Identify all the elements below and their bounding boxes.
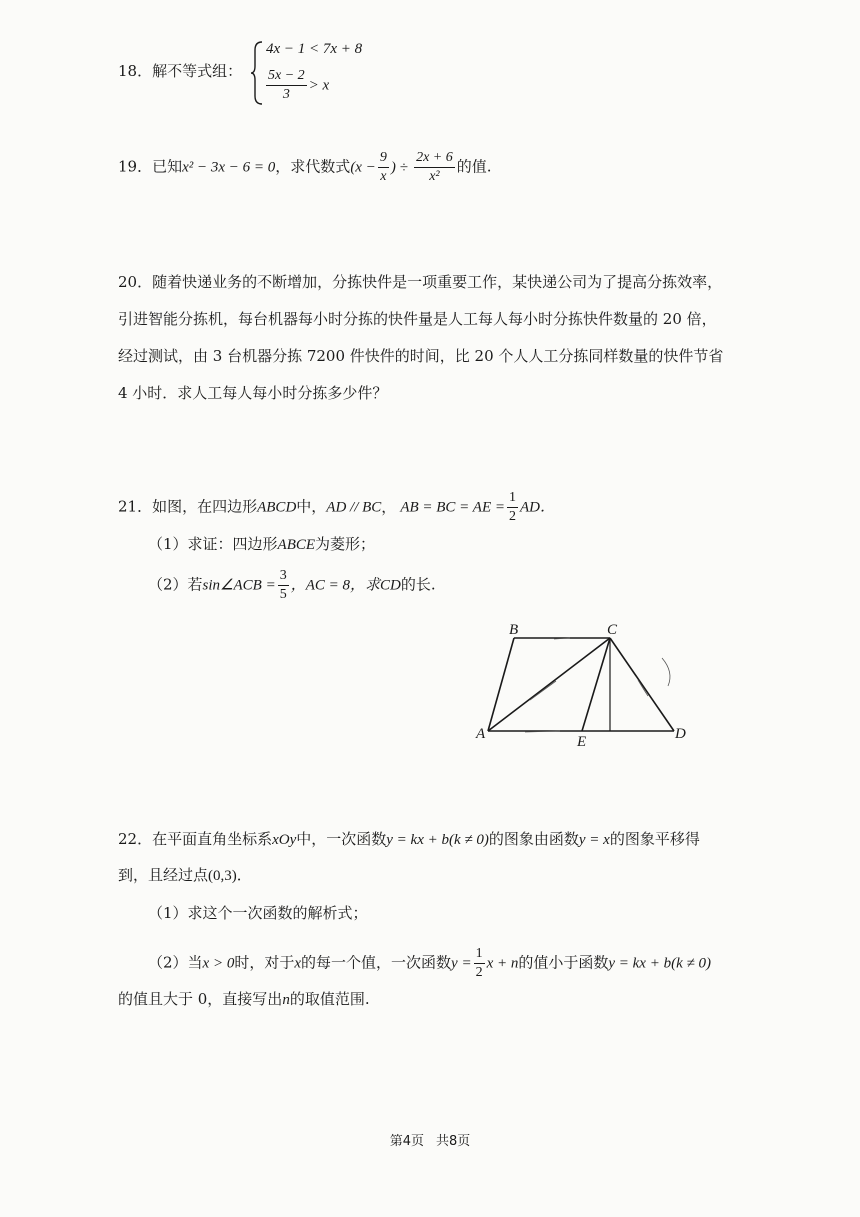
q19-text-2: ，求代数式 (275, 157, 351, 176)
q22-cond: x > 0 (202, 955, 235, 972)
q22-line2-end: ． (236, 866, 252, 884)
q18-tail: > x (308, 77, 330, 94)
q22-line4-b: 的取值范围. (289, 990, 370, 1008)
q20-line: 经过测试，由 3 台机器分拣 7200 件快件的时间，比 20 个人人工分拣同样数量的快件节省 (118, 347, 724, 365)
q22-f2: y = x (578, 832, 610, 848)
q18-text: 解不等式组： (152, 62, 243, 80)
q18-frac-num: 5x − 2 (266, 68, 307, 86)
q19-f2-num: 2x + 6 (414, 150, 455, 168)
q18-fraction (266, 68, 307, 103)
q19-divide-sign: ÷ (399, 159, 409, 176)
question-22-line-1 (118, 832, 700, 848)
q20-line: 引进智能分拣机，每台机器每小时分拣的快件量是人工每人每小时分拣快件数量的 20 倍， (118, 310, 717, 328)
q22-point: (0,3) (208, 868, 237, 884)
q22-part-2 (148, 946, 711, 981)
q22-part2-b: 时，对于 (234, 953, 295, 972)
vertex-label-b: B (509, 622, 519, 638)
question-18 (118, 64, 242, 79)
vertex-label-a: A (476, 726, 486, 742)
q22-line1-a: 22．在平面直角坐标系 (118, 830, 273, 848)
q22-y-eq: y = (451, 955, 472, 972)
segment-ce (582, 638, 610, 731)
question-19 (118, 150, 492, 185)
q21-abcd: ABCD (257, 499, 297, 516)
q21-equal: AB = BC = AE = (400, 499, 505, 516)
page-footer (0, 1130, 860, 1149)
q22-f4: y = kx + b(k ≠ 0) (608, 955, 711, 972)
q18-number: 18． (118, 62, 153, 80)
pencil-mark (638, 680, 648, 696)
q21-comma: ， (381, 497, 397, 516)
vertex-label-d: D (675, 726, 686, 742)
q21-half (507, 490, 518, 525)
q21-figure (470, 618, 710, 753)
q22-xvar: x (294, 955, 302, 972)
q22-part2-d: 的值小于函数 (518, 953, 609, 972)
vertex-label-c: C (607, 622, 618, 638)
q19-number: 19． (118, 157, 153, 176)
question-22-line-2 (118, 868, 252, 884)
q19-f2-den: x² (429, 169, 440, 184)
q21-half-num: 1 (507, 490, 518, 508)
q22-line4-a: 的值且大于 0，直接写出 (118, 990, 283, 1008)
q21-ad-end: AD． (519, 499, 555, 516)
page-number: 第4页 (389, 1134, 424, 1149)
q22-f1: y = kx + b(k ≠ 0) (386, 832, 489, 848)
q21-sin-den: 5 (279, 587, 287, 602)
q21-number: 21． (118, 497, 153, 516)
q21-part-2 (148, 568, 436, 603)
q20-line: 4 小时．求人工每人每小时分拣多少件？ (118, 384, 388, 402)
q19-fraction-1 (378, 150, 389, 185)
q19-f1-num: 9 (378, 150, 389, 168)
q21-part2-cd: CD (380, 577, 401, 594)
q22-half-num: 1 (474, 946, 485, 964)
q18-inequality-2 (264, 68, 329, 103)
q21-part2-end: 的长. (400, 575, 436, 594)
q21-part2-ac: ，AC = 8，求 (290, 577, 380, 594)
q19-text-1: 已知 (152, 157, 183, 176)
q19-equation: x² − 3x − 6 = 0 (182, 159, 276, 176)
q19-f1-den: x (380, 169, 387, 184)
segment-cd (610, 638, 674, 731)
q22-line1-c: 的图象由函数 (488, 830, 579, 848)
q21-part1-label: （1）求证：四边形 (148, 535, 278, 553)
q21-part1-end: 为菱形； (315, 535, 376, 553)
pencil-mark (530, 681, 556, 700)
q19-text-3: 的值. (456, 157, 492, 176)
question-22-line-4 (118, 992, 370, 1008)
q19-paren-open: (x − (350, 159, 376, 176)
q22-part2-c: 的每一个值，一次函数 (301, 953, 452, 972)
q21-mid: 中， (296, 497, 327, 516)
q20-line: 20．随着快递业务的不断增加，分拣快件是一项重要工作，某快递公司为了提高分拣效率， (118, 273, 723, 291)
q19-paren-close: ) (390, 159, 396, 176)
segment-ab (488, 638, 514, 731)
q18-inequality-1: 4x − 1 < 7x + 8 (266, 41, 363, 57)
q21-part1-shape: ABCE (277, 537, 316, 553)
q22-half-den: 2 (475, 965, 483, 980)
q22-line2: 到，且经过点 (118, 866, 209, 884)
q22-nvar: n (282, 992, 290, 1008)
q22-part-1: （1）求这个一次函数的解析式； (148, 904, 368, 922)
q18-brace (250, 40, 264, 106)
q22-line1-d: 的图象平移得 (609, 830, 700, 848)
q22-line1-b: 中，一次函数 (296, 830, 387, 848)
question-21 (118, 490, 555, 525)
q21-part2-sin: sin∠ACB = (202, 577, 276, 594)
q21-sin-fraction (278, 568, 289, 603)
question-20 (118, 264, 758, 412)
q21-part2-label: （2）若 (148, 575, 203, 594)
q22-part2-a: （2）当 (148, 953, 203, 972)
segment-ac (488, 638, 610, 731)
q18-frac-den: 3 (282, 87, 290, 102)
q22-f3-tail: x + n (486, 955, 519, 972)
q21-parallel: AD // BC (326, 499, 382, 516)
q21-half-den: 2 (508, 509, 516, 524)
q21-intro: 如图，在四边形 (152, 497, 258, 516)
q22-half (474, 946, 485, 981)
q21-sin-num: 3 (278, 568, 289, 586)
q19-fraction-2 (414, 150, 455, 185)
q22-xoy: xOy (272, 832, 297, 848)
pencil-mark (662, 658, 670, 686)
q21-part-1 (148, 537, 375, 553)
vertex-label-e: E (577, 734, 587, 750)
page-total: 共8页 (436, 1134, 471, 1149)
